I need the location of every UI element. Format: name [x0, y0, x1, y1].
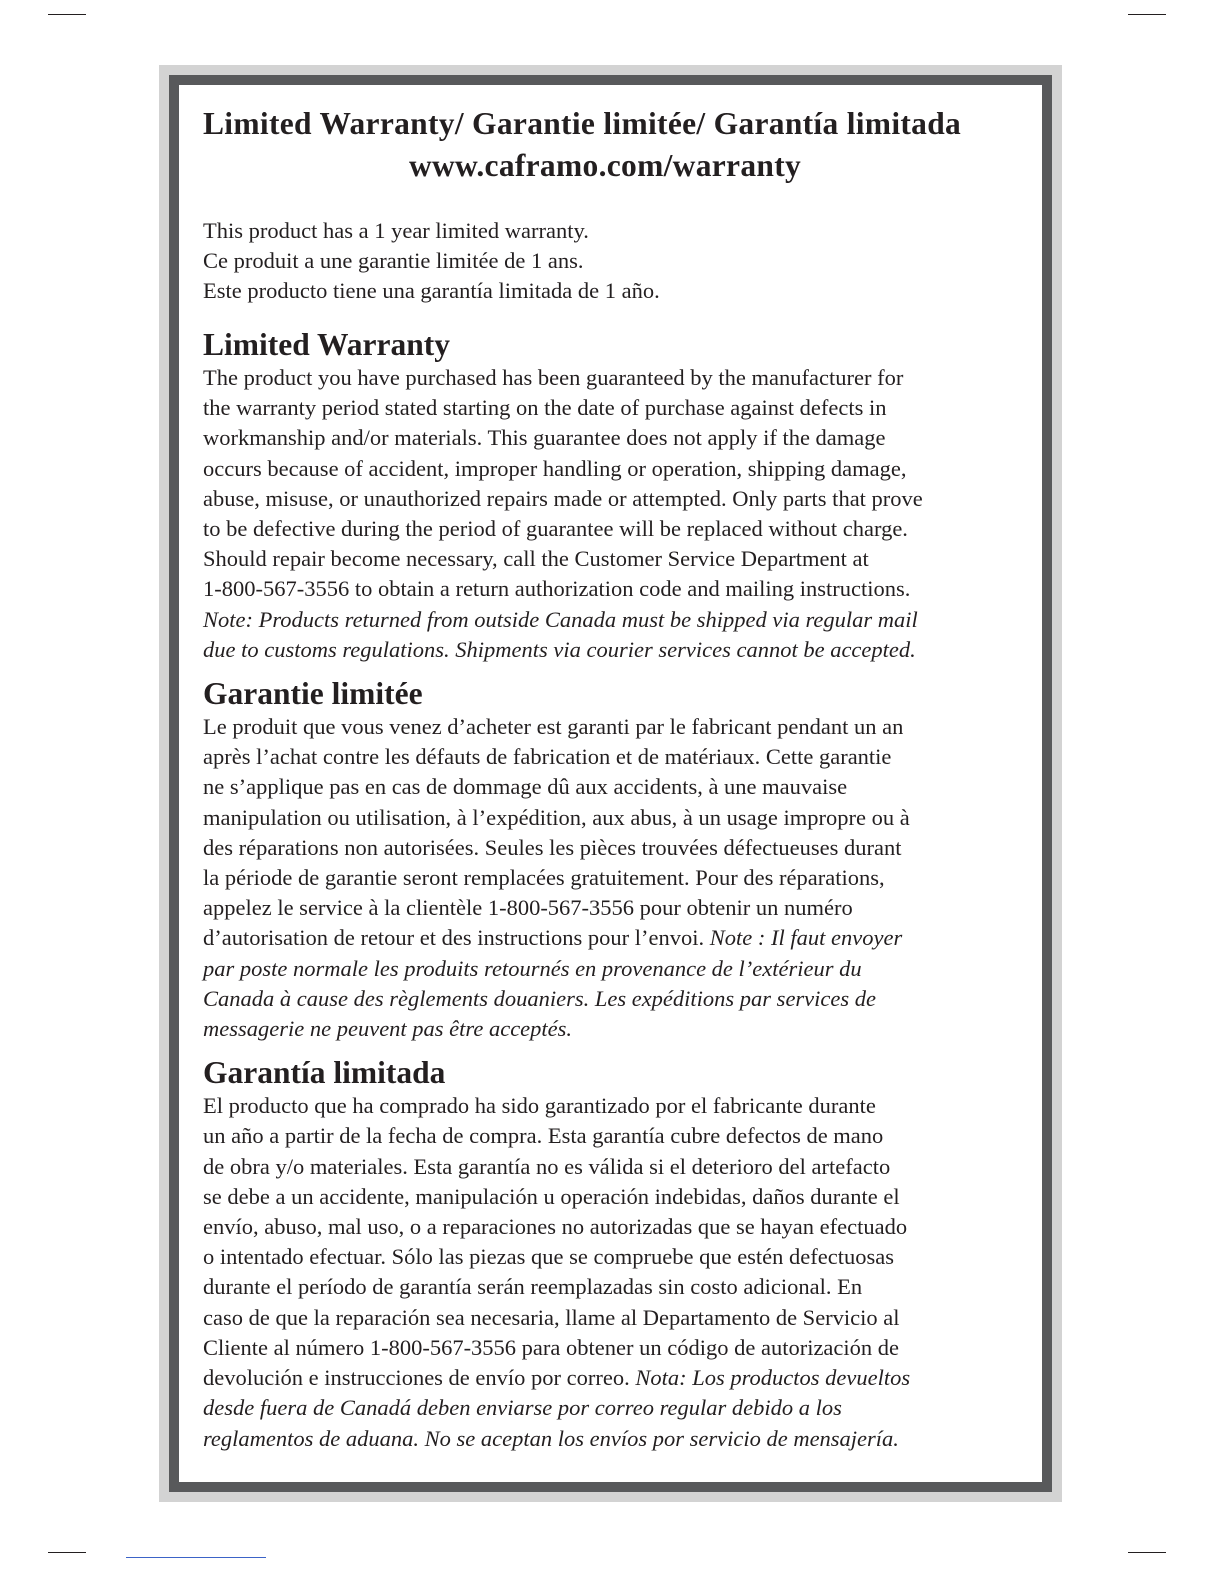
note-line: par poste normale les produits retournés en provenance de l’extérieur du: [203, 955, 862, 981]
warranty-card-frame: [159, 65, 1062, 1502]
summary-line-es: Este producto tiene una garantía limitada de 1 año.: [203, 278, 660, 303]
note-line: due to customs regulations. Shipments via courier services cannot be accepted.: [203, 636, 916, 662]
body-line: se debe a un accidente, manipulación u operación indebidas, daños durante el: [203, 1183, 900, 1209]
body-line: occurs because of accident, improper handling or operation, shipping damage,: [203, 455, 907, 481]
section-body-es: [203, 1091, 1033, 1453]
body-line: appelez le service à la clientèle 1-800-567-3556 pour obtenir un numéro: [203, 895, 853, 921]
body-line: Should repair become necessary, call the Customer Service Department at: [203, 546, 869, 572]
crop-mark-top-left: [48, 14, 86, 15]
body-line: abuse, misuse, or unauthorized repairs made or attempted. Only parts that prove: [203, 485, 923, 511]
section-title-fr: Garantie limitée: [203, 676, 423, 712]
body-line: Le produit que vous venez d’acheter est garanti par le fabricant pendant un an: [203, 714, 904, 740]
body-line: durante el período de garantía serán reemplazadas sin costo adicional. En: [203, 1274, 863, 1300]
body-line: envío, abuso, mal uso, o a reparaciones no autorizadas que se hayan efectuado: [203, 1214, 908, 1240]
summary-line-en: This product has a 1 year limited warranty.: [203, 218, 589, 243]
bottom-rule-accent: [126, 1557, 266, 1558]
body-line: des réparations non autorisées. Seules les pièces trouvées défectueuses durant: [203, 834, 902, 860]
body-line: 1-800-567-3556 to obtain a return authorization code and mailing instructions.: [203, 576, 911, 602]
body-line: caso de que la reparación sea necesaria, llame al Departamento de Servicio al: [203, 1304, 900, 1330]
note-line: messagerie ne peuvent pas être acceptés.: [203, 1016, 573, 1042]
body-line: The product you have purchased has been guaranteed by the manufacturer for: [203, 365, 904, 390]
note-text: Nota: Los productos devueltos: [635, 1365, 911, 1391]
body-line: to be defective during the period of guarantee will be replaced without charge.: [203, 516, 908, 542]
section-title-en: Limited Warranty: [203, 327, 451, 362]
note-line: Canada à cause des règlements douaniers. Les expéditions par services de: [203, 985, 877, 1011]
warranty-summary: [203, 216, 1033, 306]
body-line: Cliente al número 1-800-567-3556 para obtener un código de autorización de: [203, 1334, 900, 1360]
page-title: Limited Warranty/ Garantie limitée/ Garantía limitada: [203, 106, 962, 141]
warranty-content: [203, 105, 1033, 1454]
body-text: devolución e instrucciones de envío por correo.: [203, 1365, 636, 1391]
body-line: manipulation ou utilisation, à l’expédition, aux abus, à un usage impropre ou à: [203, 804, 910, 830]
body-line-mixed: [203, 923, 1033, 953]
body-line: o intentado efectuar. Sólo las piezas que se compruebe que estén defectuosas: [203, 1244, 894, 1270]
warranty-card-panel: [179, 85, 1042, 1482]
crop-mark-bottom-left: [48, 1552, 86, 1553]
summary-line-fr: Ce produit a une garantie limitée de 1 ans.: [203, 248, 584, 273]
note-text: Note : Il faut envoyer: [709, 925, 903, 951]
warranty-card-border: [169, 75, 1052, 1492]
section-title-es: Garantía limitada: [203, 1055, 446, 1091]
body-line: workmanship and/or materials. This guarantee does not apply if the damage: [203, 425, 886, 451]
body-line: El producto que ha comprado ha sido garantizado por el fabricante durante: [203, 1093, 876, 1119]
crop-mark-top-right: [1128, 14, 1166, 15]
section-body-fr: [203, 712, 1033, 1044]
body-line: the warranty period stated starting on the date of purchase against defects in: [203, 395, 887, 421]
body-line: un año a partir de la fecha de compra. Esta garantía cubre defectos de mano: [203, 1123, 884, 1149]
body-line: après l’achat contre les défauts de fabrication et de matériaux. Cette garantie: [203, 744, 892, 770]
note-line: Note: Products returned from outside Canada must be shipped via regular mail: [203, 606, 918, 632]
note-line: desde fuera de Canadá deben enviarse por correo regular debido a los: [203, 1395, 842, 1421]
note-line: reglamentos de aduana. No se aceptan los envíos por servicio de mensajería.: [203, 1425, 899, 1451]
warranty-url: www.caframo.com/warranty: [408, 148, 802, 183]
body-line-mixed: [203, 1363, 1033, 1393]
crop-mark-bottom-right: [1128, 1552, 1166, 1553]
body-line: ne s’applique pas en cas de dommage dû aux accidents, à une mauvaise: [203, 774, 848, 800]
body-line: la période de garantie seront remplacées gratuitement. Pour des réparations,: [203, 865, 885, 891]
body-line: de obra y/o materiales. Esta garantía no es válida si el deterioro del artefacto: [203, 1153, 891, 1179]
section-body-en: [203, 363, 1033, 665]
body-text: d’autorisation de retour et des instructions pour l’envoi.: [203, 925, 710, 951]
